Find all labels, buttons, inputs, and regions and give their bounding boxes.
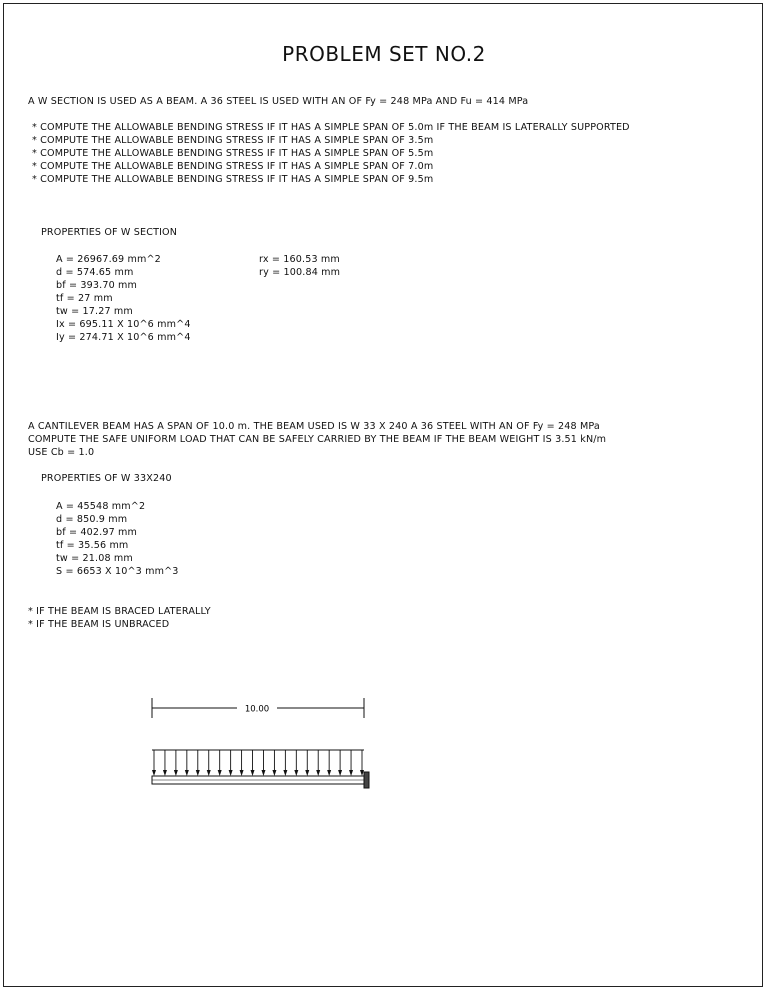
- property-item: A = 45548 mm^2: [56, 501, 146, 512]
- property-item: tw = 17.27 mm: [56, 306, 133, 317]
- property-item: ry = 100.84 mm: [259, 267, 341, 278]
- load-arrow: [283, 750, 287, 776]
- statement-line: A CANTILEVER BEAM HAS A SPAN OF 10.0 m. THE BEAM USED IS W 33 X 240 A 36 STEEL WITH AN OF Fy = 248 MPa: [28, 421, 600, 432]
- property-item: S = 6653 X 10^3 mm^3: [56, 566, 179, 577]
- load-arrow: [251, 750, 255, 776]
- load-arrow: [305, 750, 309, 776]
- load-arrow: [360, 750, 364, 776]
- load-arrow: [294, 750, 298, 776]
- question-item: * COMPUTE THE ALLOWABLE BENDING STRESS IF IT HAS A SIMPLE SPAN OF 7.0m: [32, 161, 434, 172]
- cantilever-beam-diagram: [142, 692, 382, 796]
- property-item: bf = 402.97 mm: [56, 527, 138, 538]
- question-item: * COMPUTE THE ALLOWABLE BENDING STRESS IF IT HAS A SIMPLE SPAN OF 5.5m: [32, 148, 434, 159]
- property-item: tf = 35.56 mm: [56, 540, 129, 551]
- load-arrow: [316, 750, 320, 776]
- load-arrow: [240, 750, 244, 776]
- case-item: * IF THE BEAM IS BRACED LATERALLY: [28, 606, 211, 617]
- case-item: * IF THE BEAM IS UNBRACED: [28, 619, 170, 630]
- problem2-properties-heading: PROPERTIES OF W 33X240: [41, 473, 172, 484]
- load-arrow: [261, 750, 265, 776]
- question-item: * COMPUTE THE ALLOWABLE BENDING STRESS IF IT HAS A SIMPLE SPAN OF 5.0m IF THE BEAM IS LATERALLY SUPPORTED: [32, 122, 630, 133]
- load-arrow: [327, 750, 331, 776]
- problem1-statement: A W SECTION IS USED AS A BEAM. A 36 STEEL IS USED WITH AN OF Fy = 248 MPa AND Fu = 414 MPa: [28, 96, 529, 107]
- question-item: * COMPUTE THE ALLOWABLE BENDING STRESS IF IT HAS A SIMPLE SPAN OF 3.5m: [32, 135, 434, 146]
- load-arrow: [163, 750, 167, 776]
- property-item: Ix = 695.11 X 10^6 mm^4: [56, 319, 191, 330]
- load-arrow: [229, 750, 233, 776]
- load-arrow: [218, 750, 222, 776]
- problem1-properties-heading: PROPERTIES OF W SECTION: [41, 227, 178, 238]
- load-arrow: [207, 750, 211, 776]
- distributed-load: [152, 750, 364, 776]
- property-item: Iy = 274.71 X 10^6 mm^4: [56, 332, 191, 343]
- span-label: 10.00: [244, 704, 270, 715]
- load-arrow: [152, 750, 156, 776]
- property-item: tw = 21.08 mm: [56, 553, 133, 564]
- property-item: d = 574.65 mm: [56, 267, 134, 278]
- statement-line: USE Cb = 1.0: [28, 447, 95, 458]
- load-arrow: [174, 750, 178, 776]
- page-title: PROBLEM SET NO.2: [282, 42, 486, 66]
- statement-line: COMPUTE THE SAFE UNIFORM LOAD THAT CAN BE SAFELY CARRIED BY THE BEAM IF THE BEAM WEIGHT IS 3.51 kN/m: [28, 434, 607, 445]
- problem-sheet: [3, 3, 763, 987]
- load-arrow: [272, 750, 276, 776]
- property-item: rx = 160.53 mm: [259, 254, 340, 265]
- fixed-support: [364, 772, 369, 788]
- load-arrow: [338, 750, 342, 776]
- load-arrow: [185, 750, 189, 776]
- question-item: * COMPUTE THE ALLOWABLE BENDING STRESS IF IT HAS A SIMPLE SPAN OF 9.5m: [32, 174, 434, 185]
- property-item: tf = 27 mm: [56, 293, 113, 304]
- property-item: d = 850.9 mm: [56, 514, 128, 525]
- load-arrow: [196, 750, 200, 776]
- property-item: A = 26967.69 mm^2: [56, 254, 161, 265]
- property-item: bf = 393.70 mm: [56, 280, 138, 291]
- load-arrow: [349, 750, 353, 776]
